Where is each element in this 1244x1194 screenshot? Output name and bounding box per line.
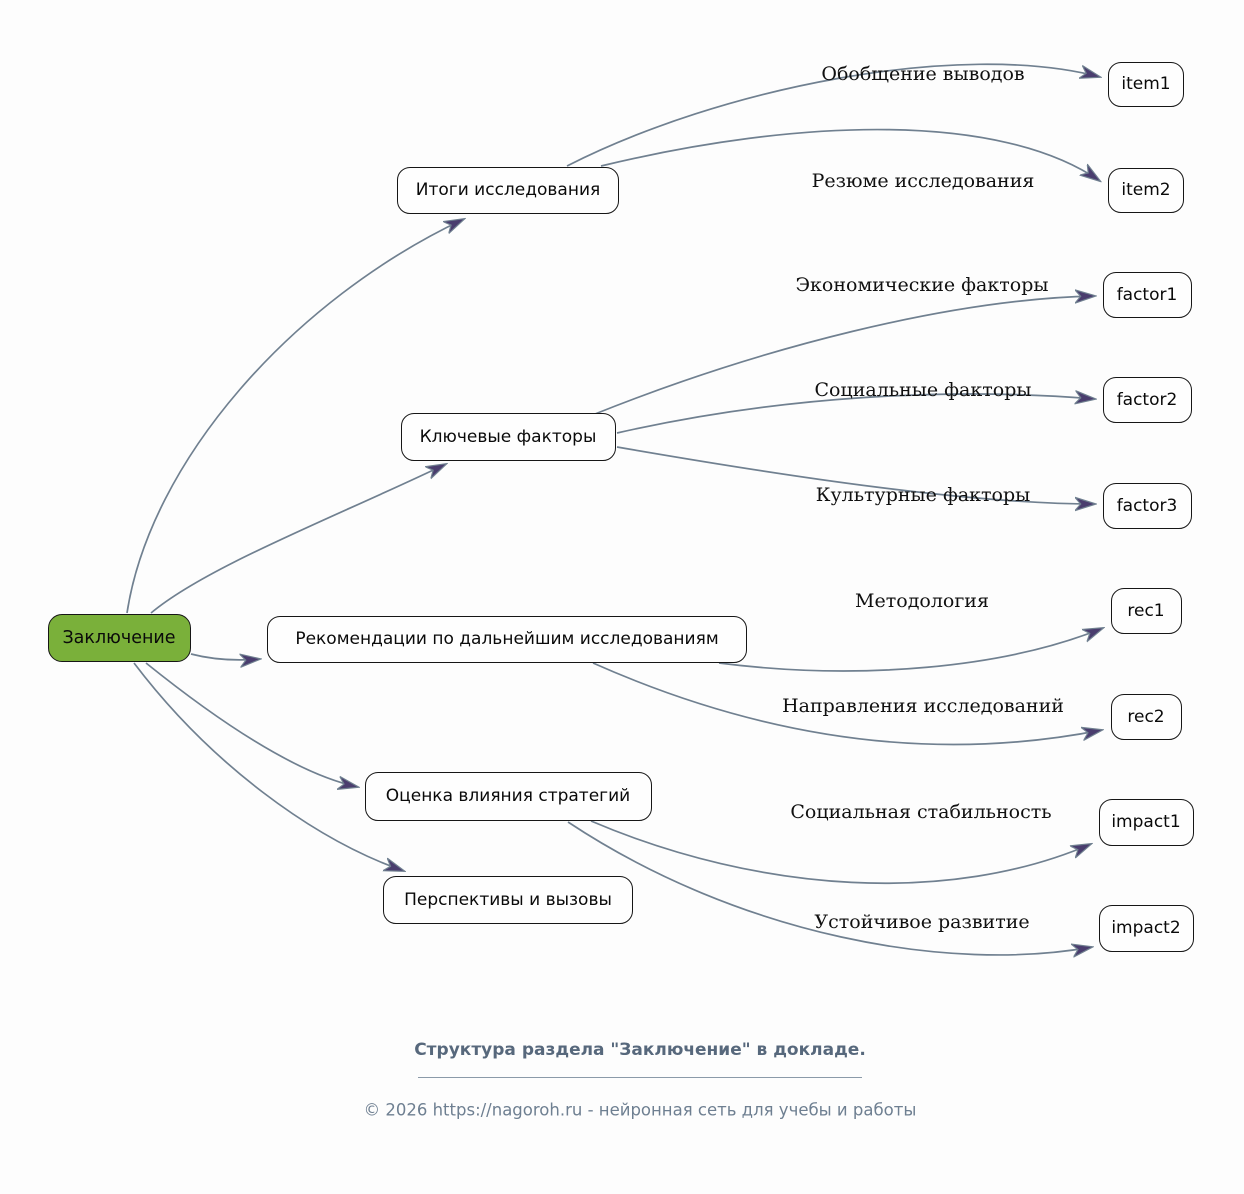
edge-root-to-prospects [134,663,404,871]
edge-label: Социальные факторы [814,379,1032,401]
edge-label: Направления исследований [782,695,1064,717]
edge-label: Методология [855,590,989,612]
leaf-node-rec1: rec1 [1111,588,1182,634]
caption-divider [418,1077,862,1078]
edge-recommendations-to-rec1 [719,628,1103,671]
edge-label: Культурные факторы [815,484,1031,506]
leaf-node-rec2: rec2 [1111,694,1182,740]
branch-node-results: Итоги исследования [397,167,619,214]
edge-label: Социальная стабильность [790,801,1052,823]
branch-node-recommendations: Рекомендации по дальнейшим исследованиям [267,616,747,663]
leaf-node-item1: item1 [1108,62,1184,107]
edge-label: Резюме исследования [811,170,1035,192]
edge-label: Устойчивое развитие [814,911,1030,933]
branch-node-factors: Ключевые факторы [401,413,616,461]
leaf-node-factor1: factor1 [1103,272,1192,318]
edge-label: Обобщение выводов [821,63,1025,85]
leaf-node-impact2: impact2 [1099,905,1194,952]
leaf-node-item2: item2 [1108,168,1184,213]
edge-root-to-recommendations [191,654,260,660]
edge-impact-to-impact1 [591,821,1091,883]
edge-label: Экономические факторы [795,274,1049,296]
root-node-conclusion: Заключение [48,614,191,662]
branch-node-impact: Оценка влияния стратегий [365,772,652,821]
branch-node-prospects: Перспективы и вызовы [383,876,633,924]
leaf-node-factor2: factor2 [1103,377,1192,423]
leaf-node-factor3: factor3 [1103,483,1192,529]
edge-root-to-impact [146,663,358,787]
copyright-watermark: © 2026 https://nagoroh.ru - нейронная сеть для учебы и работы [363,1100,917,1120]
diagram-caption: Структура раздела "Заключение" в докладе. [414,1040,866,1060]
edge-root-to-factors [151,464,446,613]
leaf-node-impact1: impact1 [1099,799,1194,846]
